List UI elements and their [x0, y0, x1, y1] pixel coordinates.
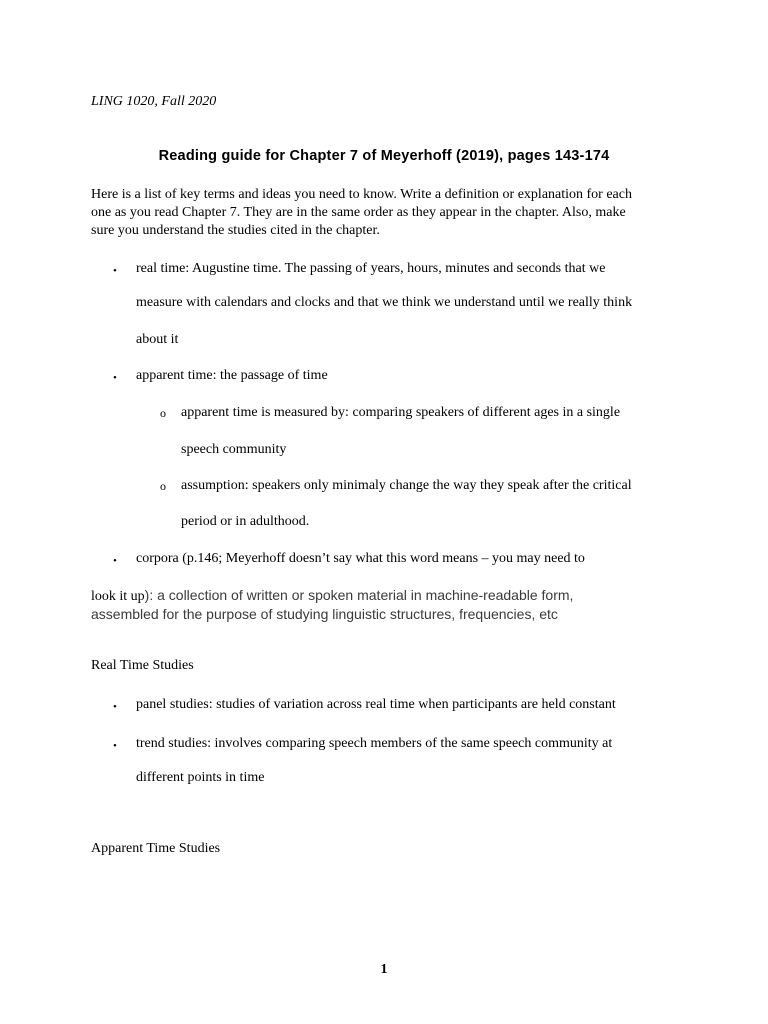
page-number: 1: [380, 962, 388, 977]
sub-assumption-line-2: period or in adulthood.: [181, 514, 310, 529]
intro-line-1: Here is a list of key terms and ideas you need to know. Write a definition or explanation for each: [91, 187, 632, 202]
sub-bullet-icon: o: [160, 406, 166, 420]
bullet-icon: •: [113, 701, 117, 713]
sub-bullet-icon: o: [160, 479, 166, 493]
term-real-time-line-1: real time: Augustine time. The passing of years, hours, minutes and seconds that we: [136, 261, 606, 276]
bullet-icon: •: [113, 372, 117, 384]
section-heading-real-time-studies: Real Time Studies: [91, 658, 194, 673]
corpora-definition-part-2: assembled for the purpose of studying linguistic structures, frequencies, etc: [91, 606, 558, 622]
bullet-icon: •: [113, 740, 117, 752]
term-corpora-line-1: corpora (p.146; Meyerhoff doesn’t say what this word means – you may need to: [136, 551, 585, 566]
term-panel-studies: panel studies: studies of variation across real time when participants are held constant: [136, 697, 616, 712]
intro-line-2: one as you read Chapter 7. They are in the same order as they appear in the chapter. Also, make: [91, 205, 626, 220]
sub-apparent-measured-line-2: speech community: [181, 442, 287, 457]
section-heading-apparent-time-studies: Apparent Time Studies: [91, 841, 221, 856]
sub-assumption-line-1: assumption: speakers only minimaly change the way they speak after the critical: [181, 478, 632, 493]
sub-apparent-measured-line-1: apparent time is measured by: comparing speakers of different ages in a single: [181, 405, 621, 420]
course-header: LING 1020, Fall 2020: [91, 94, 217, 109]
term-trend-studies-line-2: different points in time: [136, 770, 265, 785]
bullet-icon: •: [113, 265, 117, 277]
intro-line-3: sure you understand the studies cited in the chapter.: [91, 223, 380, 238]
term-trend-studies-line-1: trend studies: involves comparing speech members of the same speech community at: [136, 736, 613, 751]
page-title: Reading guide for Chapter 7 of Meyerhoff (2019), pages 143-174: [158, 148, 610, 164]
term-real-time-line-3: about it: [136, 332, 179, 347]
intro-paragraph: [91, 186, 632, 240]
corpora-definition-part-1: ): a collection of written or spoken material in machine-readable form,: [144, 587, 574, 603]
bullet-icon: •: [113, 555, 117, 567]
corpora-look-it-up: look it up: [91, 589, 145, 604]
term-apparent-time: apparent time: the passage of time: [136, 368, 328, 383]
term-corpora-line-2: [91, 587, 573, 605]
term-real-time-line-2: measure with calendars and clocks and that we think we understand until we really think: [136, 295, 633, 310]
